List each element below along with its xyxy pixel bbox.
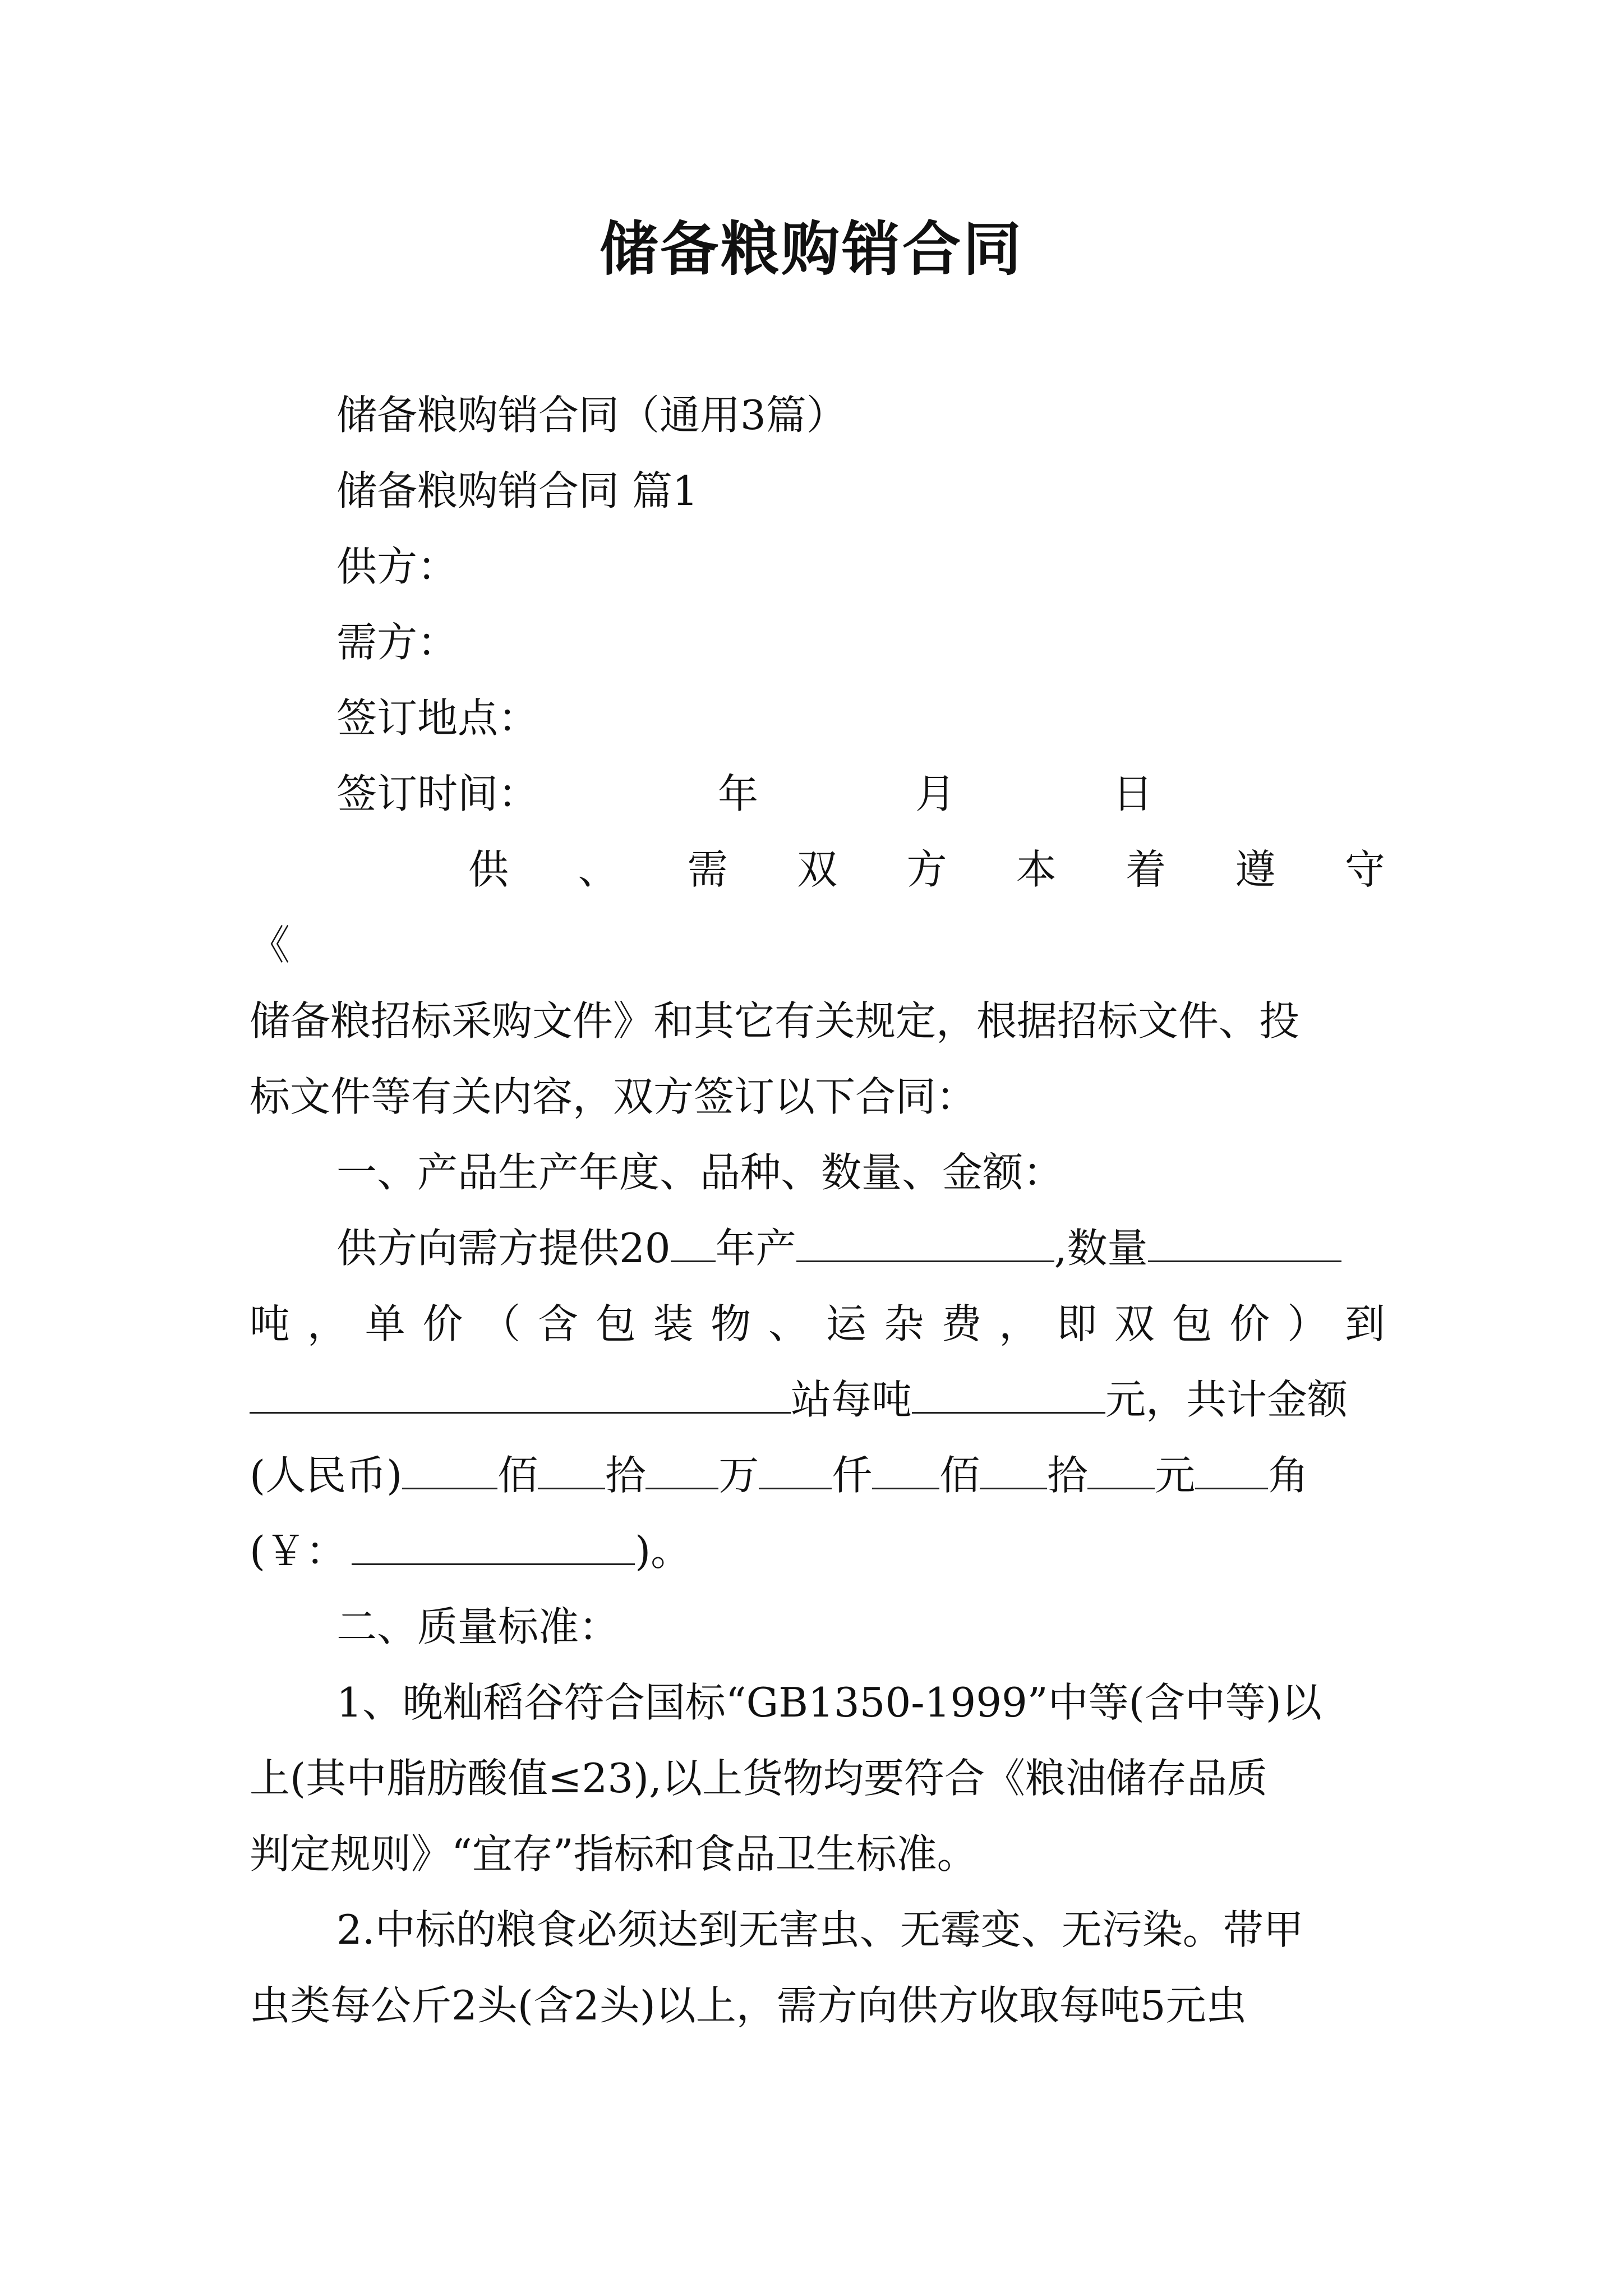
- blank-variety: [796, 1220, 1054, 1262]
- section-2-heading: 二、质量标准：: [336, 1603, 620, 1650]
- day-label: 日: [1113, 770, 1154, 817]
- price-char: 吨: [250, 1300, 291, 1347]
- price-char: 运: [826, 1300, 866, 1347]
- blank-amount: [1087, 1447, 1155, 1489]
- price-char: 即: [1056, 1300, 1097, 1347]
- signing-time-label: 签订时间：: [336, 770, 539, 817]
- subtitle: 储备粮购销合同（通用3篇）: [336, 392, 847, 439]
- supply-text: 元，共计金额: [1105, 1376, 1348, 1423]
- amount-unit: 佰: [497, 1452, 538, 1499]
- quality-2-line-1: 2.中标的粮食必须达到无害虫、无霉变、无污染。带甲: [336, 1906, 1304, 1953]
- rmb-text: )。: [635, 1527, 691, 1575]
- price-char: 、: [768, 1300, 809, 1347]
- price-char: ）: [1287, 1300, 1328, 1347]
- supply-text: 供方向需方提供20: [336, 1225, 671, 1272]
- intro-char: 供: [468, 846, 509, 893]
- intro-char: 、: [578, 846, 619, 893]
- amount-unit: 元: [1155, 1452, 1196, 1499]
- buyer-label: 需方：: [336, 619, 458, 666]
- blank-amount: [538, 1447, 605, 1489]
- blank-year: [671, 1220, 716, 1262]
- part-heading: 储备粮购销合同 篇1: [336, 467, 698, 514]
- rmb-text: (￥：: [250, 1527, 347, 1575]
- supply-text: 站每吨: [791, 1376, 912, 1423]
- intro-char: 需: [687, 846, 728, 893]
- supply-text: ,数量: [1054, 1225, 1148, 1272]
- quality-1-line-1: 1、晚籼稻谷符合国标“GB1350-1999”中等(含中等)以: [336, 1679, 1322, 1726]
- price-char: 杂: [883, 1300, 924, 1347]
- quality-1-line-3: 判定规则》“宜存”指标和食品卫生标准。: [250, 1830, 978, 1878]
- intro-char: 方: [906, 846, 947, 893]
- price-char: ，: [307, 1300, 348, 1347]
- blank-unit-price: [912, 1372, 1105, 1414]
- amount-unit: 佰: [939, 1452, 980, 1499]
- blank-amount: [872, 1447, 939, 1489]
- price-char: 物: [711, 1300, 751, 1347]
- year-label: 年: [718, 770, 759, 817]
- blank-quantity: [1148, 1220, 1341, 1262]
- blank-amount: [1195, 1447, 1268, 1489]
- intro-char: 双: [797, 846, 838, 893]
- signing-place-label: 签订地点：: [336, 694, 539, 742]
- price-char: ，: [999, 1300, 1040, 1347]
- intro-char: 着: [1126, 846, 1166, 893]
- price-char: 包: [1172, 1300, 1212, 1347]
- blank-amount: [645, 1447, 718, 1489]
- intro-line-2: 储备粮招标采购文件》和其它有关规定，根据招标文件、投: [250, 997, 1300, 1045]
- signing-time-line: [336, 766, 1385, 822]
- section-1-heading: 一、产品生产年度、品种、数量、金额：: [336, 1149, 1064, 1196]
- price-char: 含: [537, 1300, 578, 1347]
- intro-char: 守: [1344, 846, 1385, 893]
- blank-station: [250, 1372, 791, 1414]
- price-char: 费: [941, 1300, 982, 1347]
- amount-unit: 角: [1268, 1452, 1309, 1499]
- supply-line-3: [250, 1372, 1385, 1428]
- amount-text: (人民币): [250, 1452, 403, 1499]
- amount-unit: 万: [718, 1452, 759, 1499]
- price-char: 装: [653, 1300, 694, 1347]
- rmb-line: [250, 1523, 1385, 1579]
- price-char: 双: [1114, 1300, 1155, 1347]
- intro-bracket: 《: [250, 922, 291, 969]
- price-char: （: [480, 1300, 521, 1347]
- supply-line-2: [250, 1296, 1385, 1352]
- price-char: 价: [1229, 1300, 1270, 1347]
- month-label: 月: [915, 770, 956, 817]
- supply-text: 年产: [715, 1225, 796, 1272]
- quality-1-line-2: 上(其中脂肪酸值≤23),以上货物均要符合《粮油储存品质: [250, 1755, 1268, 1802]
- price-char: 单: [365, 1300, 405, 1347]
- supplier-label: 供方：: [336, 543, 458, 590]
- quality-2-line-2: 虫类每公斤2头(含2头)以上，需方向供方收取每吨5元虫: [250, 1982, 1247, 2029]
- amount-unit: 仟: [832, 1452, 873, 1499]
- blank-amount: [402, 1447, 497, 1489]
- intro-char: 本: [1016, 846, 1057, 893]
- intro-line-1: [468, 841, 1385, 898]
- amount-unit: 拾: [605, 1452, 646, 1499]
- page-title: 储备粮购销合同: [599, 215, 1023, 283]
- price-char: 到: [1344, 1300, 1385, 1347]
- blank-amount: [759, 1447, 832, 1489]
- blank-amount: [980, 1447, 1047, 1489]
- intro-char: 遵: [1235, 846, 1276, 893]
- amount-unit: 拾: [1047, 1452, 1088, 1499]
- price-char: 价: [422, 1300, 463, 1347]
- supply-line-1: [336, 1220, 1385, 1276]
- intro-line-3: 标文件等有关内容，双方签订以下合同：: [250, 1073, 977, 1120]
- amount-line: [250, 1447, 1385, 1503]
- price-char: 包: [595, 1300, 636, 1347]
- blank-rmb-total: [352, 1523, 635, 1565]
